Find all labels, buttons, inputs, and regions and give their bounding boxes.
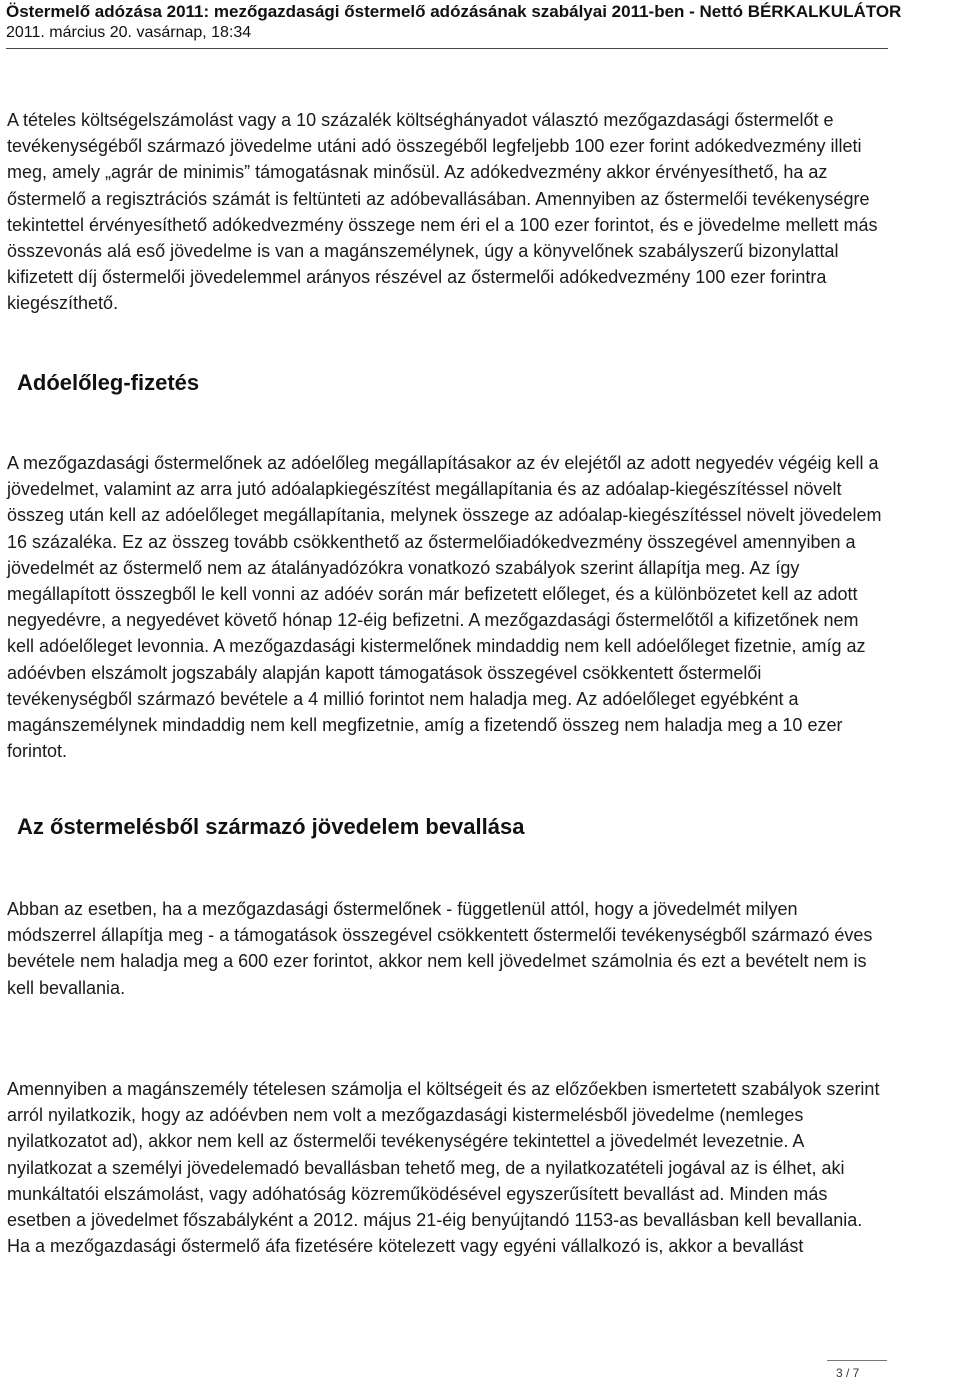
section-heading-income-return: Az őstermelésből származó jövedelem bevallása xyxy=(17,814,525,839)
document-date: 2011. március 20. vasárnap, 18:34 xyxy=(6,24,252,41)
document-title: Östermelő adózása 2011: mezőgazdasági őstermelő adózásának szabályai 2011-ben - Nettó BÉRKALKULÁTOR xyxy=(6,2,902,21)
header-divider xyxy=(6,48,888,49)
footer-divider xyxy=(827,1360,887,1361)
paragraph-tax-credit: A tételes költségelszámolást vagy a 10 százalék költséghányadot választó mezőgazdasági őstermelőt e tevékenységéből származó jövedelme utáni adó összegéből legfeljebb 100 ezer forint adókedvezmény illeti meg, amely „agrár de minimis” támogatásnak minősül. Az adókedvezmény akkor érvényesíthető, ha az őstermelő a regisztrációs számát is feltünteti az adóbevallásában. Amennyiben az őstermelői tevékenységre tekintettel érvényesíthető adókedvezmény összege nem éri el a 100 ezer forintot, és e jövedelme mellett más összevonás alá eső jövedelme is van a magánszemélynek, úgy a könyvelőnek szabályszerű bizonylattal kifizetett díj őstermelői jövedelemmel arányos részével az őstermelői adókedvezmény 100 ezer forintra kiegészíthető. xyxy=(7,110,878,314)
page-number: 3 / 7 xyxy=(836,1366,860,1380)
paragraph-advance-payment: A mezőgazdasági őstermelőnek az adóelőleg megállapításakor az év elejétől az adott negyedév végéig kell a jövedelmet, valamint az arra jutó adóalapkiegészítést megállapítania és az adóalap-kiegészítéssel növelt összeg után kell az adóelőleget megállapítania, melynek összege az adóalap-kiegészítéssel növelt jövedelem 16 százaléka. Ez az összeg tovább csökkenthető az őstermelőiadókedvezmény összegével amennyiben a jövedelmét az őstermelő nem az átalányadózókra vonatkozó szabályok szerint állapítja meg. Az így megállapított összegből le kell vonni az adóév során már befizetett előleget, és a különbözetet kell az adott negyedévre, a negyedévet követő hónap 12-éig befizetni. A mezőgazdasági őstermelőtől a kifizetőnek nem kell adóelőleget levonnia. A mezőgazdasági kistermelőnek mindaddig nem kell adóelőleget fizetnie, amíg az adóévben elszámolt jogszabály alapján kapott támogatások összegével csökkentett őstermelői tevékenységből származó bevétele a 4 millió forintot nem haladja meg. Az adóelőleget egyébként a magánszemélynek mindaddig nem kell megfizetnie, amíg a fizetendő összeg nem haladja meg a 10 ezer forintot. xyxy=(7,453,882,762)
paragraph-nil-declaration: Amennyiben a magánszemély tételesen számolja el költségeit és az előzőekben ismertetett szabályok szerint arról nyilatkozik, hogy az adóévben nem volt a mezőgazdasági kistermelésből jövedelme (nemleges nyilatkozatot ad), akkor nem kell az őstermelői tevékenységére tekintettel a jövedelmét levezetnie. A nyilatkozat a személyi jövedelemadó bevallásban tehető meg, de a nyilatkozatételi jogával az is élhet, aki munkáltatói elszámolást, vagy adóhatóság közreműködésével egyszerűsített bevallást ad. Minden más esetben a jövedelmet főszabályként a 2012. május 21-éig benyújtandó 1153-as bevallásban kell bevallania. Ha a mezőgazdasági őstermelő áfa fizetésére kötelezett vagy egyéni vállalkozó is, akkor a bevallást xyxy=(7,1079,880,1257)
section-heading-advance-payment: Adóelőleg-fizetés xyxy=(17,370,200,395)
paragraph-income-exemption: Abban az esetben, ha a mezőgazdasági őstermelőnek - függetlenül attól, hogy a jövedelmét milyen módszerrel állapítja meg - a támogatások összegével csökkentett őstermelői tevékenységből származó éves bevétele nem haladja meg a 600 ezer forintot, akkor nem kell jövedelmet számolnia és ezt a bevételt nem is kell bevallania. xyxy=(7,899,873,998)
